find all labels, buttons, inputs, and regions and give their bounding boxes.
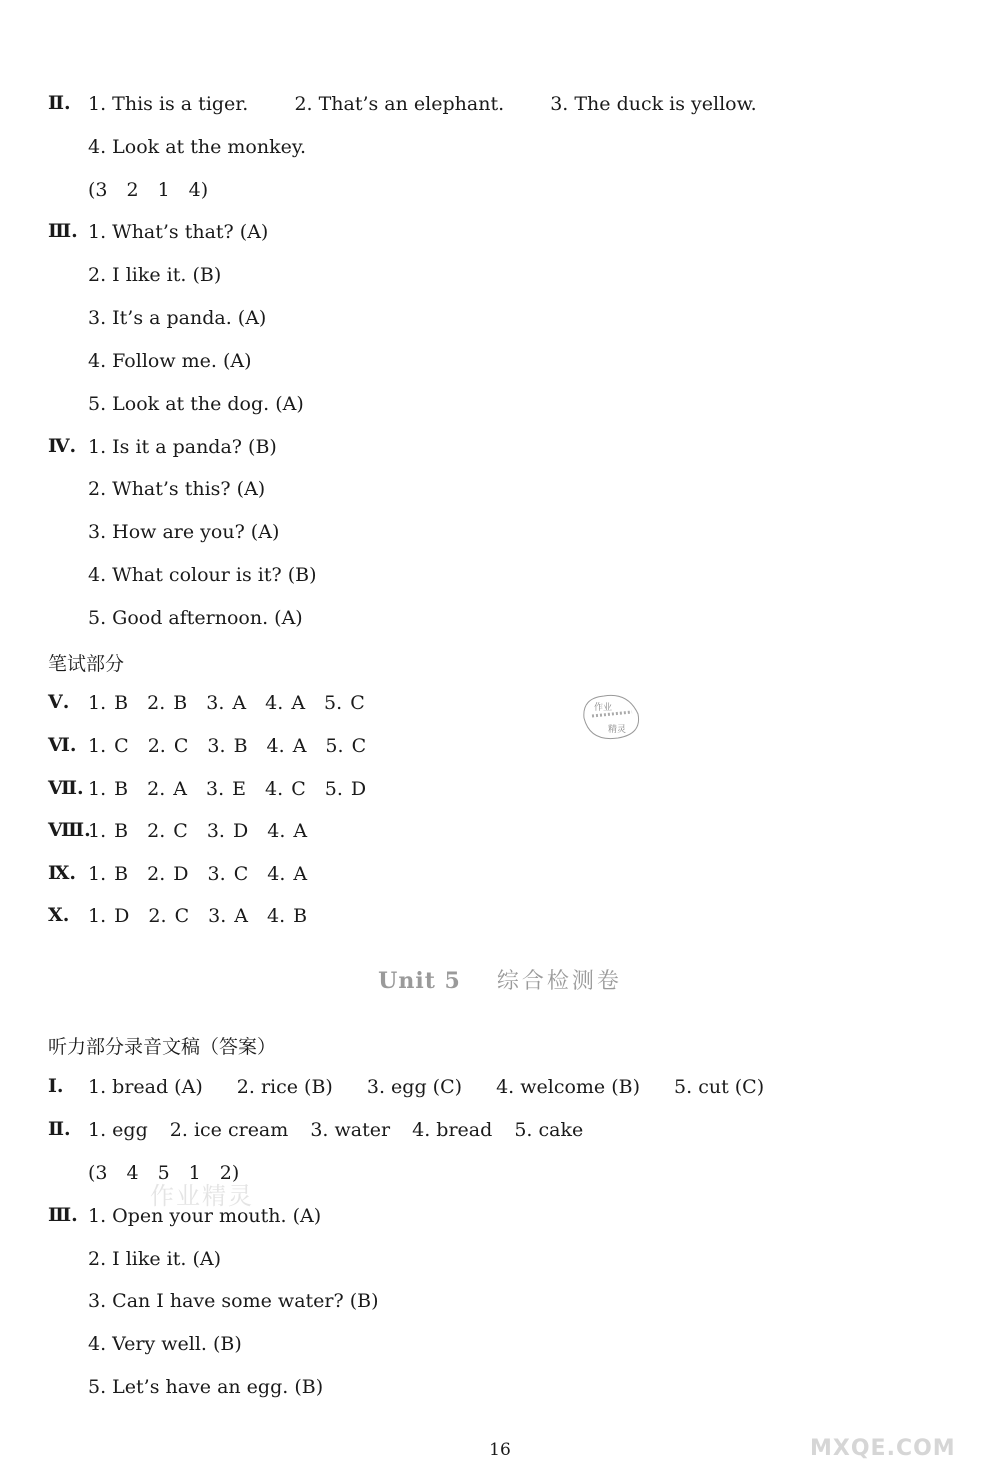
section-label-8: Ⅷ. [48,819,91,841]
stamp-top-text: 作业 [594,703,613,713]
section-label-10: Ⅹ. [48,904,70,926]
stamp-bottom-text: 精灵 [608,725,627,735]
order-sequence: (3 4 5 1 2) [88,1162,240,1184]
site-watermark: MXQE.COM [810,1436,956,1461]
section-label-6: Ⅵ. [48,734,77,756]
answer-line [88,92,757,116]
answer-item: 3. The duck is yellow. [550,93,757,115]
answer-item: 2. rice (B) [236,1076,333,1098]
answer-item: 4. bread [412,1119,493,1141]
answer-item: 3. water [310,1119,391,1141]
page-number: 16 [489,1440,511,1460]
answer-item: 2. I like it. (B) [88,264,222,286]
order-sequence: (3 2 1 4) [88,179,209,201]
answer-line [88,1075,764,1099]
answer-row: 1. D 2. C 3. A 4. B [88,905,308,927]
answer-item: 4. What colour is it? (B) [88,564,317,586]
answer-item: 2. I like it. (A) [88,1248,221,1270]
answer-item: 1. egg [88,1119,148,1141]
answer-line [88,1118,583,1142]
unit-title-cn: 综合检测卷 [496,969,622,994]
section-label-3: Ⅲ. [48,1204,78,1226]
section-label-2: Ⅱ. [48,92,71,114]
section-label-9: Ⅸ. [48,862,77,884]
answer-row: 1. B 2. C 3. D 4. A [88,820,308,842]
section-label-4: Ⅳ. [48,435,77,457]
answer-item: 4. Follow me. (A) [88,350,252,372]
answer-item: 5. cut (C) [674,1076,765,1098]
section-label-3: Ⅲ. [48,220,78,242]
answer-item: 3. Can I have some water? (B) [88,1290,379,1312]
answer-item: 5. Look at the dog. (A) [88,393,304,415]
written-section-heading: 笔试部分 [48,653,125,675]
answer-row: 1. B 2. A 3. E 4. C 5. D [88,778,367,800]
section-label-7: Ⅶ. [48,777,84,799]
faint-watermark: 作业精灵 [150,1182,254,1210]
answer-row: 1. B 2. B 3. A 4. A 5. C [88,692,365,714]
unit-title-en: Unit 5 [378,968,461,994]
answer-item: 2. That’s an elephant. [294,93,505,115]
answer-item: 3. It’s a panda. (A) [88,307,267,329]
answer-item: 5. cake [514,1119,584,1141]
answer-item: 3. egg (C) [366,1076,463,1098]
answer-item: 2. What’s this? (A) [88,478,266,500]
answer-row: 1. B 2. D 3. C 4. A [88,863,308,885]
section-label-2: Ⅱ. [48,1118,71,1140]
answer-row: 1. C 2. C 3. B 4. A 5. C [88,735,367,757]
answer-item: 1. Is it a panda? (B) [88,436,277,458]
answer-item: 5. Let’s have an egg. (B) [88,1376,324,1398]
stamp-watermark [578,688,644,744]
section-label-5: Ⅴ. [48,691,70,713]
answer-item: 1. This is a tiger. [88,93,249,115]
answer-item: 4. Very well. (B) [88,1333,242,1355]
listening-heading: 听力部分录音文稿（答案） [48,1036,277,1058]
answer-item: 3. How are you? (A) [88,521,280,543]
answer-item: 2. ice cream [169,1119,289,1141]
answer-item: 1. Open your mouth. (A) [88,1205,322,1227]
answer-item: 4. welcome (B) [496,1076,640,1098]
section-label-1: Ⅰ. [48,1075,64,1097]
answer-item: 5. Good afternoon. (A) [88,607,303,629]
answer-item: 1. bread (A) [88,1076,203,1098]
unit-title [0,964,1000,995]
answer-item: 4. Look at the monkey. [88,136,307,158]
answer-item: 1. What’s that? (A) [88,221,269,243]
